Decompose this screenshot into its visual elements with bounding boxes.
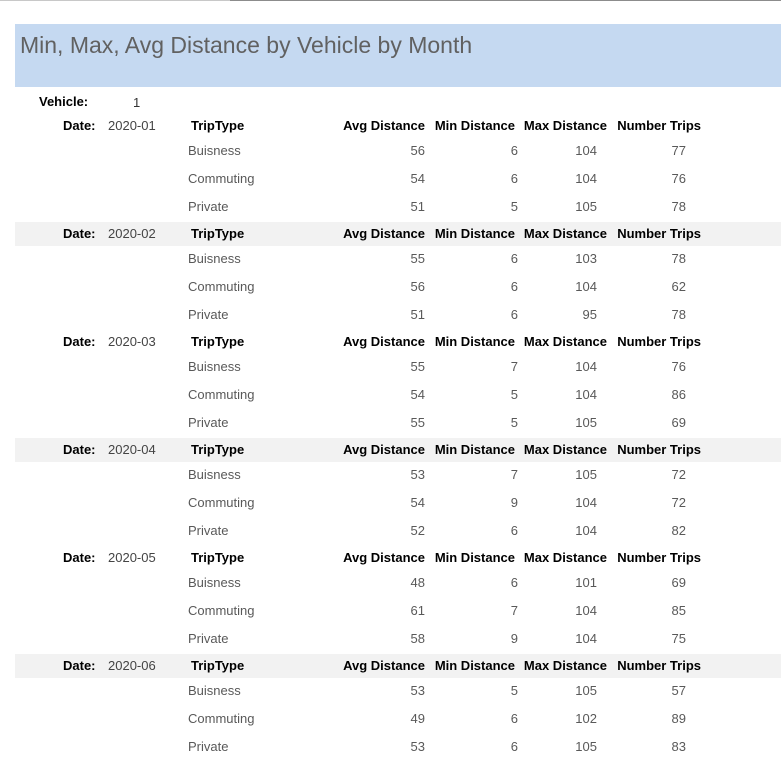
cell-number-trips: 82: [671, 523, 686, 538]
cell-min-distance: 9: [510, 495, 518, 510]
column-header-trip-type: TripType: [191, 334, 245, 349]
column-header-min-distance: Min Distance: [434, 442, 515, 457]
date-value: 2020-04: [108, 442, 156, 457]
table-row: [0, 171, 781, 199]
cell-max-distance: 104: [575, 359, 597, 374]
cell-avg-distance: 51: [410, 199, 425, 214]
date-value: 2020-05: [108, 550, 156, 565]
cell-number-trips: 89: [671, 711, 686, 726]
column-header-trip-type: TripType: [191, 118, 245, 133]
window-top-border-accent: [230, 0, 781, 1]
table-row: [0, 711, 781, 739]
column-header-min-distance: Min Distance: [434, 226, 515, 241]
cell-max-distance: 104: [575, 523, 597, 538]
cell-trip-type: Private: [188, 415, 229, 430]
table-row: [0, 739, 781, 767]
cell-number-trips: 57: [671, 683, 686, 698]
cell-number-trips: 86: [671, 387, 686, 402]
table-row: [0, 683, 781, 711]
cell-avg-distance: 53: [410, 739, 425, 754]
cell-trip-type: Buisness: [188, 575, 241, 590]
cell-number-trips: 78: [671, 307, 686, 322]
cell-number-trips: 62: [671, 279, 686, 294]
date-group: [0, 330, 781, 438]
column-header-trip-type: TripType: [191, 550, 245, 565]
table-row: [0, 495, 781, 523]
column-header-max-distance: Max Distance: [523, 442, 607, 457]
cell-number-trips: 72: [671, 495, 686, 510]
column-header-min-distance: Min Distance: [434, 334, 515, 349]
column-header-avg-distance: Avg Distance: [343, 118, 425, 133]
date-value: 2020-06: [108, 658, 156, 673]
cell-trip-type: Commuting: [188, 495, 255, 510]
cell-avg-distance: 56: [410, 279, 425, 294]
cell-number-trips: 78: [671, 199, 686, 214]
column-header-min-distance: Min Distance: [434, 658, 515, 673]
cell-trip-type: Private: [188, 199, 229, 214]
table-row: [0, 467, 781, 495]
report-title: Min, Max, Avg Distance by Vehicle by Month: [20, 32, 473, 58]
cell-trip-type: Commuting: [188, 279, 255, 294]
cell-number-trips: 69: [671, 575, 686, 590]
cell-min-distance: 5: [510, 387, 518, 402]
cell-min-distance: 6: [510, 711, 518, 726]
date-value: 2020-01: [108, 118, 156, 133]
column-header-min-distance: Min Distance: [434, 550, 515, 565]
date-label: Date:: [63, 334, 96, 349]
cell-avg-distance: 54: [410, 495, 425, 510]
cell-max-distance: 105: [575, 415, 597, 430]
column-header-min-distance: Min Distance: [434, 118, 515, 133]
cell-min-distance: 7: [510, 359, 518, 374]
cell-number-trips: 85: [671, 603, 686, 618]
cell-trip-type: Commuting: [188, 387, 255, 402]
cell-avg-distance: 61: [410, 603, 425, 618]
cell-min-distance: 6: [510, 143, 518, 158]
column-header-number-trips: Number Trips: [617, 442, 701, 457]
column-header-avg-distance: Avg Distance: [343, 442, 425, 457]
cell-avg-distance: 52: [410, 523, 425, 538]
table-row: [0, 575, 781, 603]
cell-avg-distance: 48: [410, 575, 425, 590]
date-group: [0, 546, 781, 654]
cell-trip-type: Commuting: [188, 603, 255, 618]
cell-min-distance: 5: [510, 683, 518, 698]
cell-max-distance: 104: [575, 387, 597, 402]
report-header: [15, 24, 781, 87]
cell-max-distance: 105: [575, 467, 597, 482]
cell-min-distance: 6: [510, 523, 518, 538]
table-row: [0, 143, 781, 171]
cell-number-trips: 72: [671, 467, 686, 482]
date-label: Date:: [63, 550, 96, 565]
cell-trip-type: Buisness: [188, 359, 241, 374]
cell-trip-type: Buisness: [188, 683, 241, 698]
cell-trip-type: Private: [188, 739, 229, 754]
cell-trip-type: Buisness: [188, 251, 241, 266]
cell-number-trips: 83: [671, 739, 686, 754]
cell-avg-distance: 55: [410, 251, 425, 266]
date-label: Date:: [63, 658, 96, 673]
cell-trip-type: Buisness: [188, 143, 241, 158]
cell-number-trips: 78: [671, 251, 686, 266]
date-value: 2020-02: [108, 226, 156, 241]
column-header-number-trips: Number Trips: [617, 658, 701, 673]
cell-min-distance: 6: [510, 171, 518, 186]
cell-max-distance: 104: [575, 171, 597, 186]
cell-max-distance: 105: [575, 739, 597, 754]
cell-max-distance: 101: [575, 575, 597, 590]
cell-min-distance: 6: [510, 575, 518, 590]
cell-avg-distance: 53: [410, 467, 425, 482]
cell-min-distance: 6: [510, 307, 518, 322]
column-header-max-distance: Max Distance: [523, 550, 607, 565]
table-row: [0, 387, 781, 415]
column-header-trip-type: TripType: [191, 226, 245, 241]
cell-min-distance: 9: [510, 631, 518, 646]
vehicle-value: 1: [133, 95, 141, 110]
cell-number-trips: 76: [671, 359, 686, 374]
cell-max-distance: 105: [575, 199, 597, 214]
cell-avg-distance: 55: [410, 415, 425, 430]
cell-avg-distance: 51: [410, 307, 425, 322]
cell-max-distance: 104: [575, 279, 597, 294]
table-row: [0, 603, 781, 631]
cell-min-distance: 5: [510, 415, 518, 430]
column-header-avg-distance: Avg Distance: [343, 550, 425, 565]
cell-max-distance: 104: [575, 603, 597, 618]
cell-trip-type: Private: [188, 631, 229, 646]
column-header-avg-distance: Avg Distance: [343, 658, 425, 673]
cell-min-distance: 6: [510, 739, 518, 754]
column-header-max-distance: Max Distance: [523, 334, 607, 349]
cell-avg-distance: 53: [410, 683, 425, 698]
table-row: [0, 251, 781, 279]
column-header-avg-distance: Avg Distance: [343, 334, 425, 349]
column-header-trip-type: TripType: [191, 658, 245, 673]
cell-max-distance: 104: [575, 631, 597, 646]
cell-avg-distance: 55: [410, 359, 425, 374]
column-header-max-distance: Max Distance: [523, 226, 607, 241]
cell-max-distance: 105: [575, 683, 597, 698]
cell-avg-distance: 56: [410, 143, 425, 158]
column-header-max-distance: Max Distance: [523, 118, 607, 133]
cell-trip-type: Private: [188, 523, 229, 538]
date-group: [0, 222, 781, 330]
date-group: [0, 114, 781, 222]
column-header-number-trips: Number Trips: [617, 550, 701, 565]
column-header-trip-type: TripType: [191, 442, 245, 457]
cell-number-trips: 75: [671, 631, 686, 646]
cell-min-distance: 6: [510, 279, 518, 294]
cell-number-trips: 69: [671, 415, 686, 430]
column-header-number-trips: Number Trips: [617, 226, 701, 241]
table-row: [0, 279, 781, 307]
column-header-max-distance: Max Distance: [523, 658, 607, 673]
cell-min-distance: 6: [510, 251, 518, 266]
vehicle-label: Vehicle:: [39, 94, 89, 109]
date-label: Date:: [63, 442, 96, 457]
date-group: [0, 438, 781, 546]
cell-trip-type: Buisness: [188, 467, 241, 482]
cell-trip-type: Commuting: [188, 711, 255, 726]
cell-number-trips: 77: [671, 143, 686, 158]
cell-number-trips: 76: [671, 171, 686, 186]
cell-max-distance: 104: [575, 143, 597, 158]
cell-max-distance: 95: [582, 307, 597, 322]
column-header-avg-distance: Avg Distance: [343, 226, 425, 241]
date-group: [0, 654, 781, 762]
cell-trip-type: Commuting: [188, 171, 255, 186]
cell-min-distance: 7: [510, 467, 518, 482]
date-value: 2020-03: [108, 334, 156, 349]
cell-avg-distance: 49: [410, 711, 425, 726]
date-label: Date:: [63, 118, 96, 133]
cell-avg-distance: 54: [410, 387, 425, 402]
cell-avg-distance: 54: [410, 171, 425, 186]
cell-avg-distance: 58: [410, 631, 425, 646]
cell-trip-type: Private: [188, 307, 229, 322]
cell-min-distance: 7: [510, 603, 518, 618]
cell-max-distance: 104: [575, 495, 597, 510]
column-header-number-trips: Number Trips: [617, 118, 701, 133]
column-header-number-trips: Number Trips: [617, 334, 701, 349]
table-row: [0, 359, 781, 387]
date-label: Date:: [63, 226, 96, 241]
cell-max-distance: 103: [575, 251, 597, 266]
cell-min-distance: 5: [510, 199, 518, 214]
cell-max-distance: 102: [575, 711, 597, 726]
